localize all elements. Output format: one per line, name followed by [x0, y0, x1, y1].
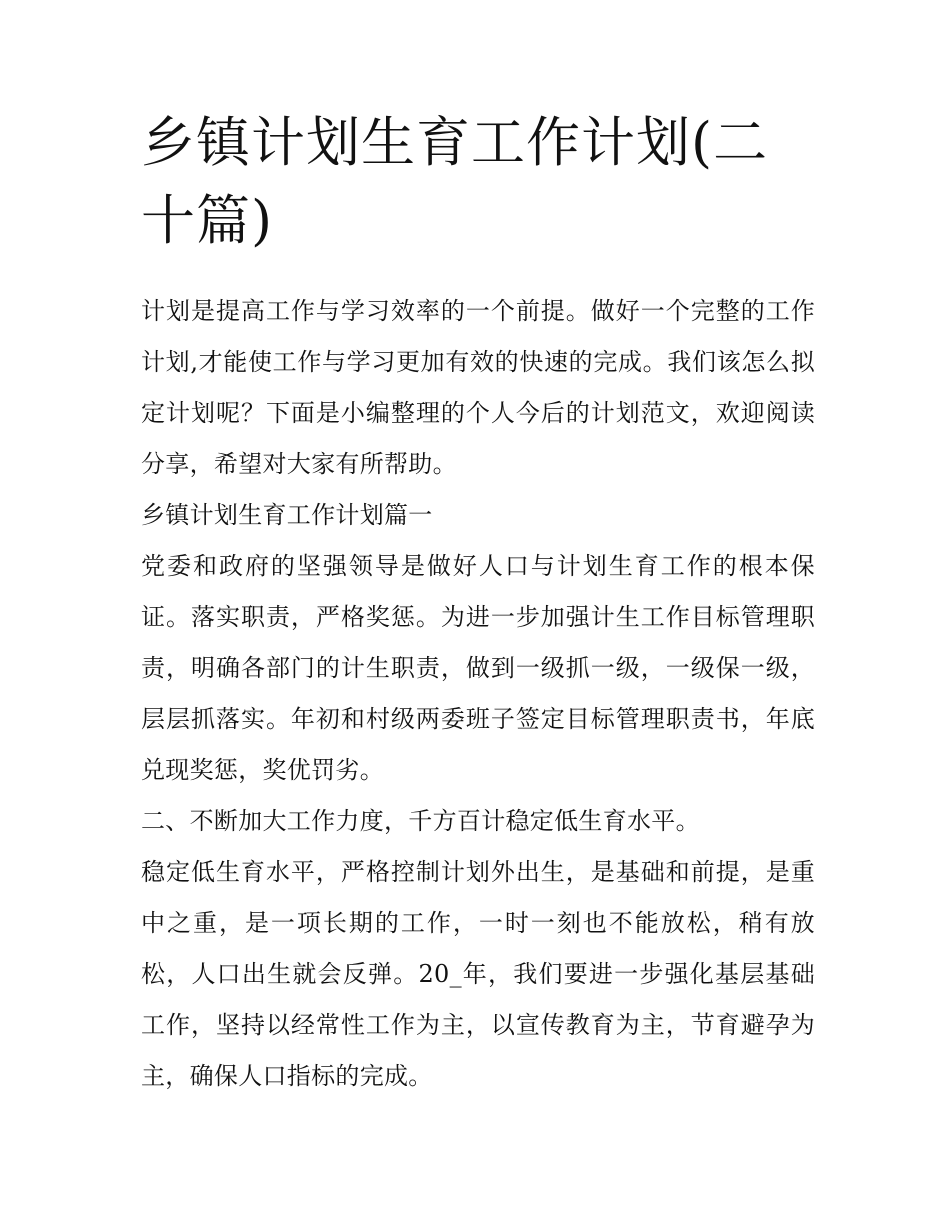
- document-body: [141, 104, 815, 1102]
- intro-paragraph: 计划是提高工作与学习效率的一个前提。做好一个完整的工作计划,才能使工作与学习更加有效的快速的完成。我们该怎么拟定计划呢？下面是小编整理的个人今后的计划范文，欢迎阅读分享，希望对大家有所帮助。: [141, 297, 815, 478]
- body-paragraph: 稳定低生育水平，严格控制计划外出生，是基础和前提，是重中之重，是一项长期的工作，一时一刻也不能放松，稍有放松，人口出生就会反弹。20_年，我们要进一步强化基层基础工作，坚持以经常性工作为主，以宣传教育为主，节育避孕为主，确保人口指标的完成。: [141, 858, 815, 1090]
- document-title: 乡镇计划生育工作计划(二十篇): [141, 111, 769, 252]
- section-heading: 乡镇计划生育工作计划篇一: [141, 501, 433, 529]
- body-paragraph: 党委和政府的坚强领导是做好人口与计划生育工作的根本保证。落实职责，严格奖惩。为进一步加强计生工作目标管理职责，明确各部门的计生职责，做到一级抓一级，一级保一级，层层抓落实。年初和村级两委班子签定目标管理职责书，年底兑现奖惩，奖优罚劣。: [141, 552, 815, 784]
- subsection-heading: 二、不断加大工作力度，千方百计稳定低生育水平。: [141, 807, 700, 835]
